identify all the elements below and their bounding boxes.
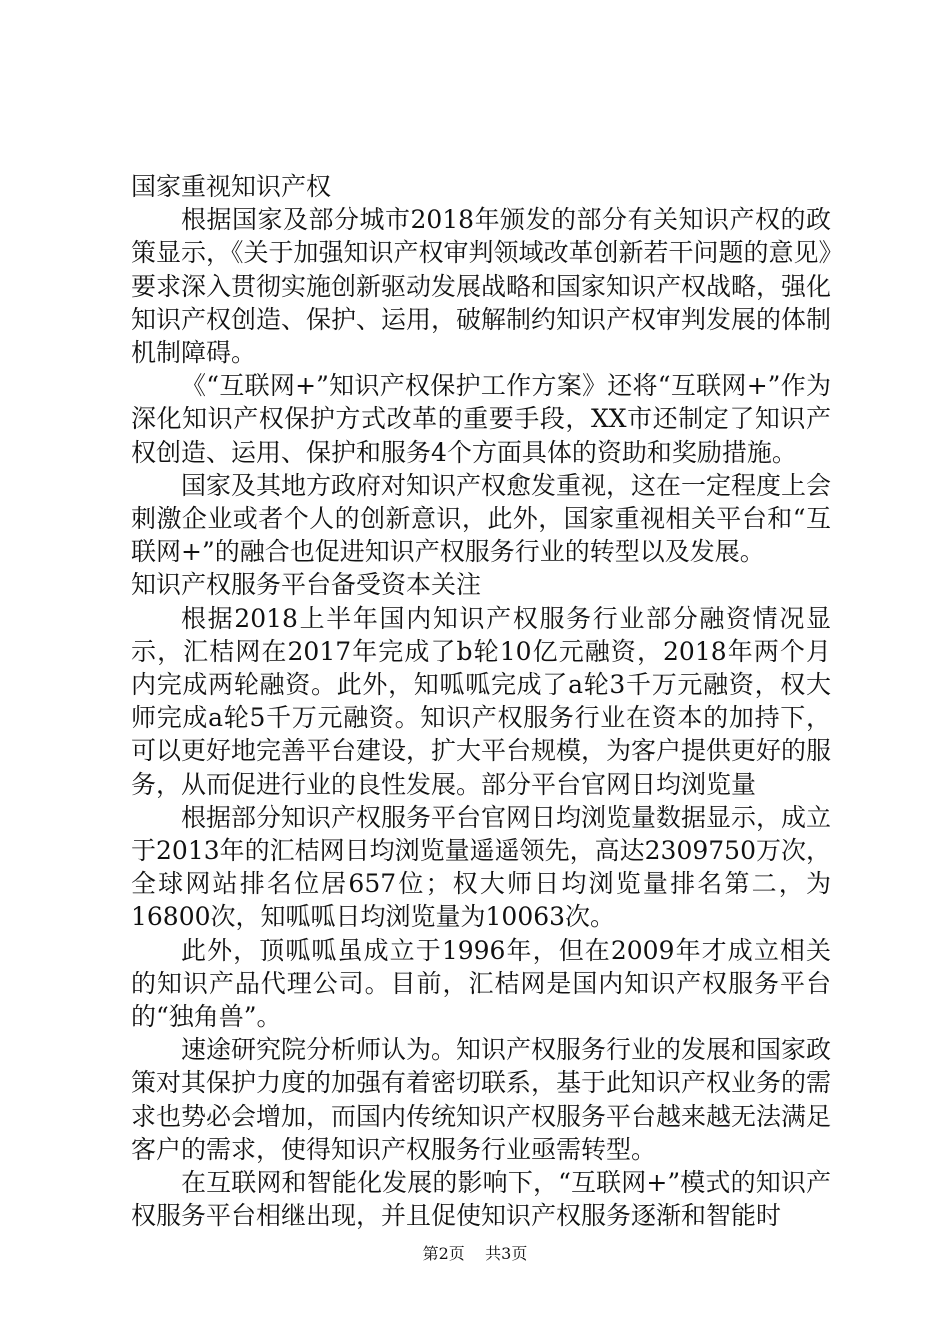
page-number: 第2页 [422, 1244, 465, 1263]
paragraph: 在互联网和智能化发展的影响下，“互联网+”模式的知识产权服务平台相继出现，并且促使知识产权服务逐渐和智能时 [131, 1168, 831, 1231]
paragraph: 此外，顶呱呱虽成立于1996年，但在2009年才成立相关的知识产品代理公司。目前，汇桔网是国内知识产权服务平台的“独角兽”。 [131, 935, 831, 1032]
paragraph: 根据2018上半年国内知识产权服务行业部分融资情况显示，汇桔网在2017年完成了b轮10亿元融资，2018年两个月内完成两轮融资。此外，知呱呱完成了a轮3千万元融资，权大师完成a轮5千万元融资。知识产权服务行业在资本的加持下，可以更好地完善平台建设，扩大平台规模，为客户提供更好的服务，从而促进行业的良性发展。部分平台官网日均浏览量 [131, 603, 832, 799]
paragraph: 《“互联网+”知识产权保护工作方案》还将“互联网+”作为深化知识产权保护方式改革的重要手段，XX市还制定了知识产权创造、运用、保护和服务4个方面具体的资助和奖励措施。 [131, 371, 831, 467]
paragraph: 根据国家及部分城市2018年颁发的部分有关知识产权的政策显示，《关于加强知识产权审判领域改革创新若干问题的意见》要求深入贯彻实施创新驱动发展战略和国家知识产权战略，强化知识产权创造、保护、运用，破解制约知识产权审判发展的体制机制障碍。 [131, 205, 832, 368]
paragraph: 根据部分知识产权服务平台官网日均浏览量数据显示，成立于2013年的汇桔网日均浏览量遥遥领先，高达2309750万次，全球网站排名位居657位；权大师日均浏览量排名第二，为16800次，知呱呱日均浏览量为10063次。 [131, 802, 832, 932]
page-footer [0, 1244, 950, 1264]
paragraph: 国家及其地方政府对知识产权愈发重视，这在一定程度上会刺激企业或者个人的创新意识，此外，国家重视相关平台和“互联网+”的融合也促进知识产权服务行业的转型以及发展。 [131, 470, 832, 567]
section-heading: 知识产权服务平台备受资本关注 [131, 570, 482, 600]
footer-separator [470, 1244, 480, 1263]
section-heading: 国家重视知识产权 [131, 172, 332, 201]
paragraph: 速途研究院分析师认为。知识产权服务行业的发展和国家政策对其保护力度的加强有着密切联系，基于此知识产权业务的需求也势必会增加，而国内传统知识产权服务平台越来越无法满足客户的需求，使得知识产权服务行业亟需转型。 [131, 1035, 832, 1164]
page-total: 共3页 [485, 1244, 528, 1263]
document-body [131, 170, 831, 1233]
